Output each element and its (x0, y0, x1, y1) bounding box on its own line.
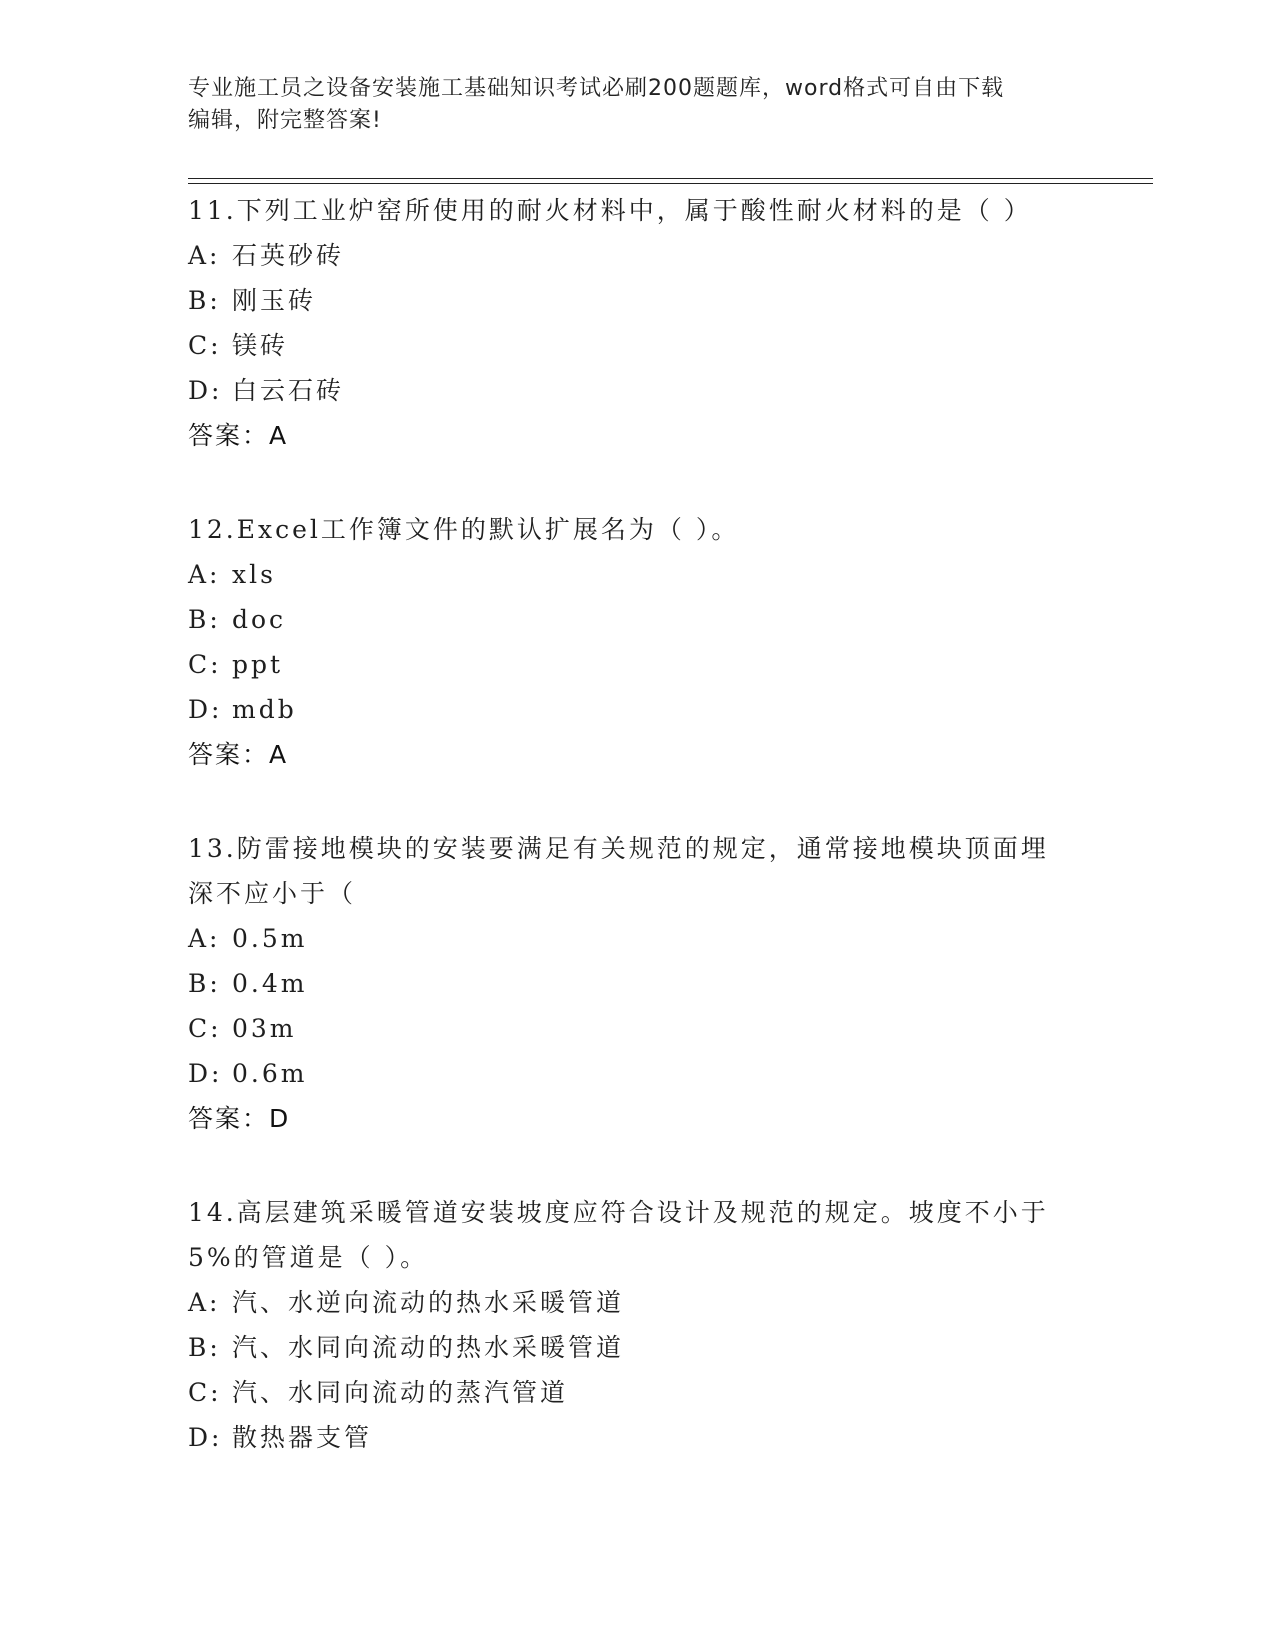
option-key: C: (188, 1014, 222, 1043)
question-12 (188, 507, 1088, 777)
option-text: 03m (232, 1014, 297, 1043)
option-text: ppt (232, 650, 284, 679)
option-key: B: (188, 605, 221, 634)
option-b (188, 278, 1088, 323)
question-11 (188, 188, 1088, 458)
question-stem-line-1: 13.防雷接地模块的安装要满足有关规范的规定，通常接地模块顶面埋 (188, 834, 1049, 863)
option-d (188, 1051, 1088, 1096)
question-stem-line-2: 深不应小于（ (188, 879, 357, 908)
option-key: D: (188, 1059, 223, 1088)
option-a (188, 1280, 1088, 1325)
option-c (188, 1370, 1088, 1415)
option-key: A: (188, 560, 221, 589)
option-key: D: (188, 695, 223, 724)
option-c (188, 1006, 1088, 1051)
option-a (188, 916, 1088, 961)
option-d (188, 1415, 1088, 1460)
option-key: B: (188, 969, 221, 998)
question-14 (188, 1190, 1088, 1460)
answer-line: 答案：A (188, 740, 289, 769)
question-stem: 12.Excel工作簿文件的默认扩展名为（ ）。 (188, 515, 740, 544)
question-stem-line-2: 5%的管道是（ ）。 (188, 1243, 429, 1272)
option-text: 0.4m (232, 969, 308, 998)
option-d (188, 368, 1088, 413)
option-text: 镁砖 (232, 331, 289, 360)
option-text: 汽、水同向流动的蒸汽管道 (232, 1378, 569, 1407)
option-key: C: (188, 331, 222, 360)
option-text: 刚玉砖 (232, 286, 317, 315)
option-a (188, 552, 1088, 597)
header-line-2: 编辑，附完整答案! (188, 108, 382, 133)
option-key: B: (188, 286, 221, 315)
question-stem: 11.下列工业炉窑所使用的耐火材料中，属于酸性耐火材料的是（ ） (188, 196, 1032, 225)
question-13 (188, 826, 1088, 1141)
option-a (188, 233, 1088, 278)
option-key: B: (188, 1333, 221, 1362)
answer-line: 答案：D (188, 1104, 291, 1133)
option-key: A: (188, 241, 221, 270)
question-stem-line-1: 14.高层建筑采暖管道安装坡度应符合设计及规范的规定。坡度不小于 (188, 1198, 1049, 1227)
header-divider-bottom (188, 183, 1153, 184)
option-key: C: (188, 650, 222, 679)
option-c (188, 323, 1088, 368)
header-line-1: 专业施工员之设备安装施工基础知识考试必刷200题题库，word格式可自由下载 (188, 76, 1005, 101)
header-divider-top (188, 178, 1153, 179)
option-b (188, 1325, 1088, 1370)
option-d (188, 687, 1088, 732)
option-key: D: (188, 376, 223, 405)
option-text: mdb (232, 695, 297, 724)
option-text: 0.5m (232, 924, 308, 953)
answer-line: 答案：A (188, 421, 289, 450)
option-key: A: (188, 924, 221, 953)
option-text: doc (232, 605, 287, 634)
option-key: A: (188, 1288, 221, 1317)
option-key: D: (188, 1423, 223, 1452)
option-b (188, 597, 1088, 642)
option-c (188, 642, 1088, 687)
option-text: 石英砂砖 (232, 241, 345, 270)
option-text: xls (232, 560, 276, 589)
option-text: 散热器支管 (232, 1423, 373, 1452)
option-b (188, 961, 1088, 1006)
option-text: 白云石砖 (232, 376, 345, 405)
option-text: 0.6m (232, 1059, 308, 1088)
option-text: 汽、水逆向流动的热水采暖管道 (232, 1288, 625, 1317)
document-header (188, 73, 1088, 137)
option-text: 汽、水同向流动的热水采暖管道 (232, 1333, 625, 1362)
option-key: C: (188, 1378, 222, 1407)
